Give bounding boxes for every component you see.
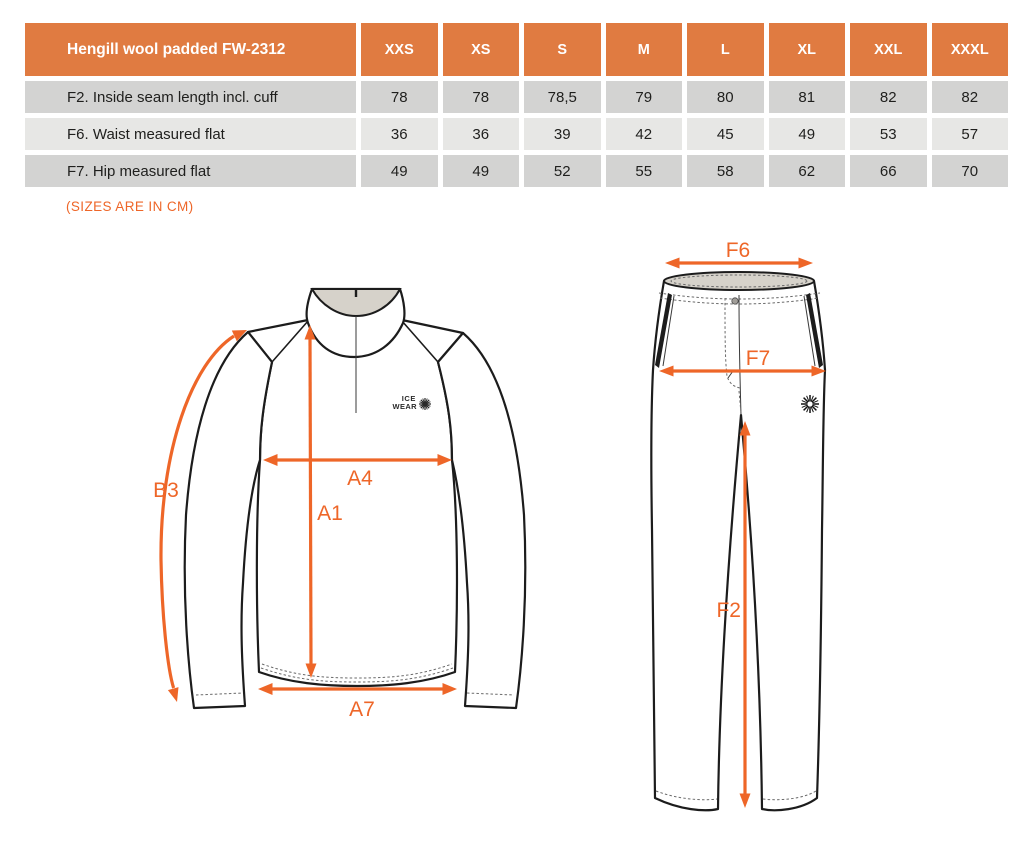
measure-label-b3: B3 [153,479,179,502]
units-note: (SIZES ARE IN CM) [66,199,194,214]
cell-f7-xxs: 49 [361,155,438,187]
cell-f7-xs: 49 [443,155,520,187]
cell-f2-xs: 78 [443,81,520,113]
measure-label-a7: A7 [349,698,375,721]
cell-f6-xxxl: 57 [932,118,1009,150]
measure-label-a4: A4 [347,467,373,490]
size-header-xxs: XXS [361,23,438,76]
sweater-body [185,320,526,708]
logo-text-wear: WEAR [392,402,417,411]
cell-f6-l: 45 [687,118,764,150]
cell-f7-m: 55 [606,155,683,187]
size-header-m: M [606,23,683,76]
size-header-xs: XS [443,23,520,76]
row-label-f2: F2. Inside seam length incl. cuff [25,81,356,113]
pants-silhouette [651,281,825,810]
size-header-s: S [524,23,601,76]
cell-f6-s: 39 [524,118,601,150]
row-label-f7: F7. Hip measured flat [25,155,356,187]
pants-illustration [615,240,855,840]
cell-f2-xxl: 82 [850,81,927,113]
size-header-xxxl: XXXL [932,23,1009,76]
size-table [25,23,1008,187]
cell-f2-xl: 81 [769,81,846,113]
cell-f2-m: 79 [606,81,683,113]
cell-f6-m: 42 [606,118,683,150]
cell-f6-xs: 36 [443,118,520,150]
cell-f6-xl: 49 [769,118,846,150]
measure-label-f7: F7 [745,347,771,370]
cell-f6-xxl: 53 [850,118,927,150]
measure-label-f2: F2 [716,599,741,622]
cell-f2-xxs: 78 [361,81,438,113]
cell-f7-xl: 62 [769,155,846,187]
cell-f7-xxxl: 70 [932,155,1009,187]
snowflake-icon [801,395,819,413]
cell-f6-xxs: 36 [361,118,438,150]
cell-f7-s: 52 [524,155,601,187]
row-label-f6: F6. Waist measured flat [25,118,356,150]
size-header-xxl: XXL [850,23,927,76]
cell-f2-s: 78,5 [524,81,601,113]
sweater-illustration [140,265,560,735]
size-header-l: L [687,23,764,76]
cell-f2-xxxl: 82 [932,81,1009,113]
cell-f7-l: 58 [687,155,764,187]
logo-text-ice: ICE [401,394,416,403]
cell-f7-xxl: 66 [850,155,927,187]
cell-f2-l: 80 [687,81,764,113]
measure-label-f6: F6 [725,240,751,262]
waistband-button [732,298,738,304]
table-title: Hengill wool padded FW-2312 [25,23,356,76]
size-header-xl: XL [769,23,846,76]
pants-body [651,272,825,810]
measure-label-a1: A1 [317,502,343,525]
waist-opening [664,272,814,290]
